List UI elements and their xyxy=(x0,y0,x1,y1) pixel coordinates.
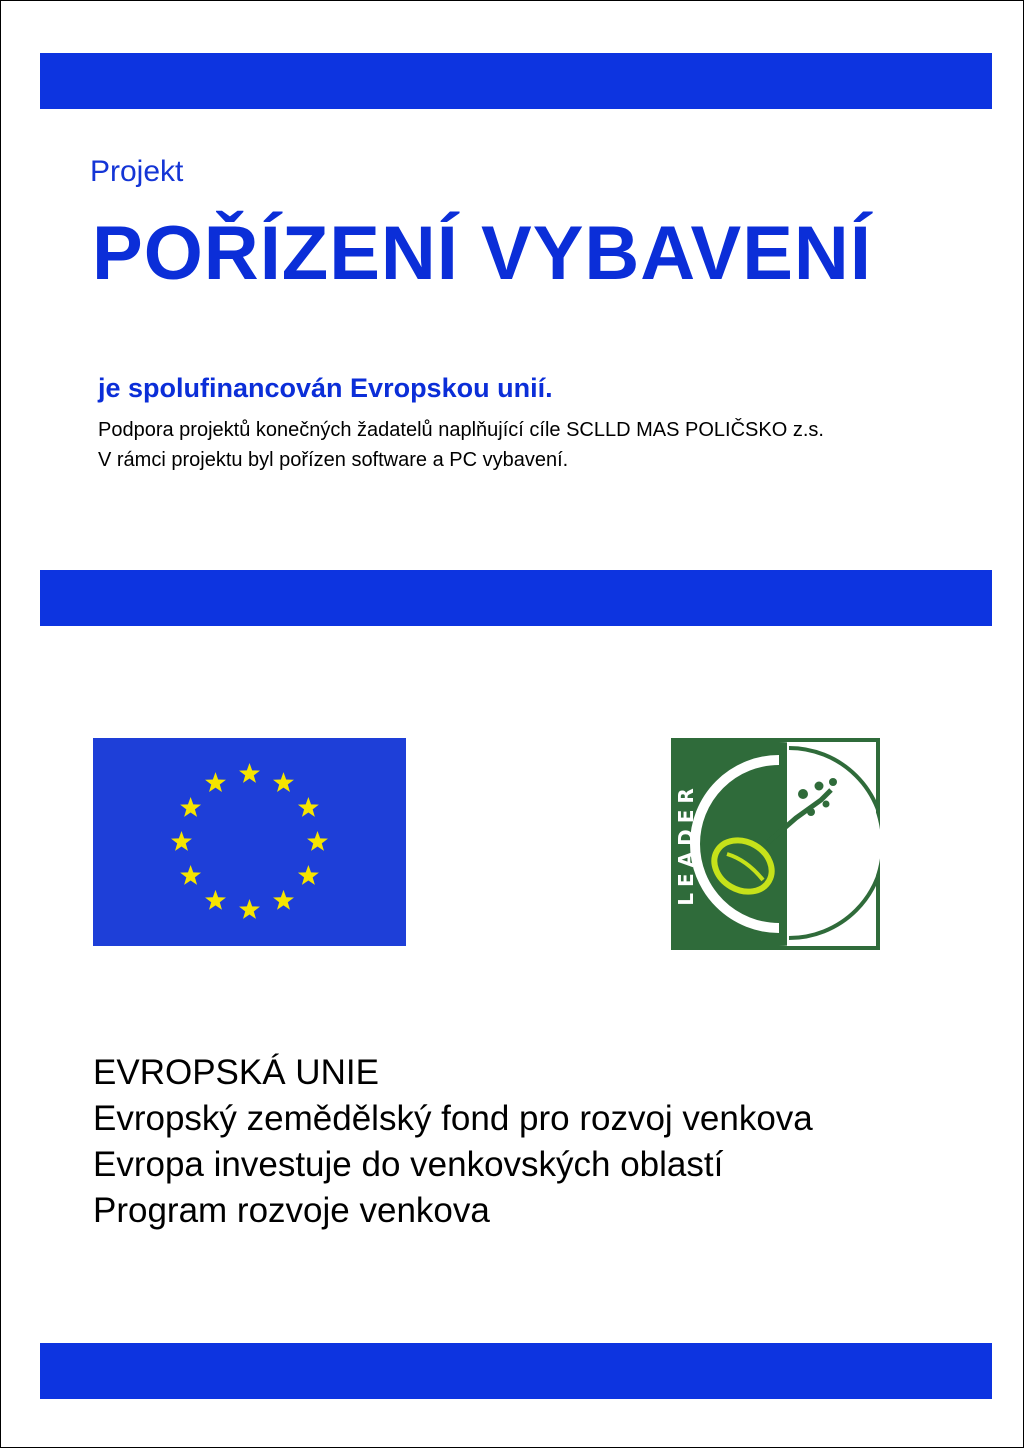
middle-blue-band xyxy=(40,570,992,626)
project-title: POŘÍZENÍ VYBAVENÍ xyxy=(92,211,872,296)
project-description-line: V rámci projektu byl pořízen software a PC vybavení. xyxy=(98,449,569,471)
footer-line-eu: EVROPSKÁ UNIE xyxy=(93,1053,379,1092)
footer-line-invest: Evropa investuje do venkovských oblastí xyxy=(93,1145,724,1184)
project-label: Projekt xyxy=(90,155,184,188)
footer-line-fund: Evropský zemědělský fond pro rozvoj venkova xyxy=(93,1099,813,1138)
leader-logo-text: LEADER xyxy=(674,782,698,906)
footer-line-program: Program rozvoje venkova xyxy=(93,1191,490,1230)
leader-white-panel xyxy=(787,742,876,946)
cofinancing-statement: je spolufinancován Evropskou unií. xyxy=(98,373,553,403)
bottom-blue-band xyxy=(40,1343,992,1399)
project-description-line: Podpora projektů konečných žadatelů naplňující cíle SCLLD MAS POLIČSKO z.s. xyxy=(98,419,824,441)
eu-flag-icon xyxy=(93,738,406,946)
leader-logo-icon xyxy=(671,738,880,950)
top-blue-band xyxy=(40,53,992,109)
